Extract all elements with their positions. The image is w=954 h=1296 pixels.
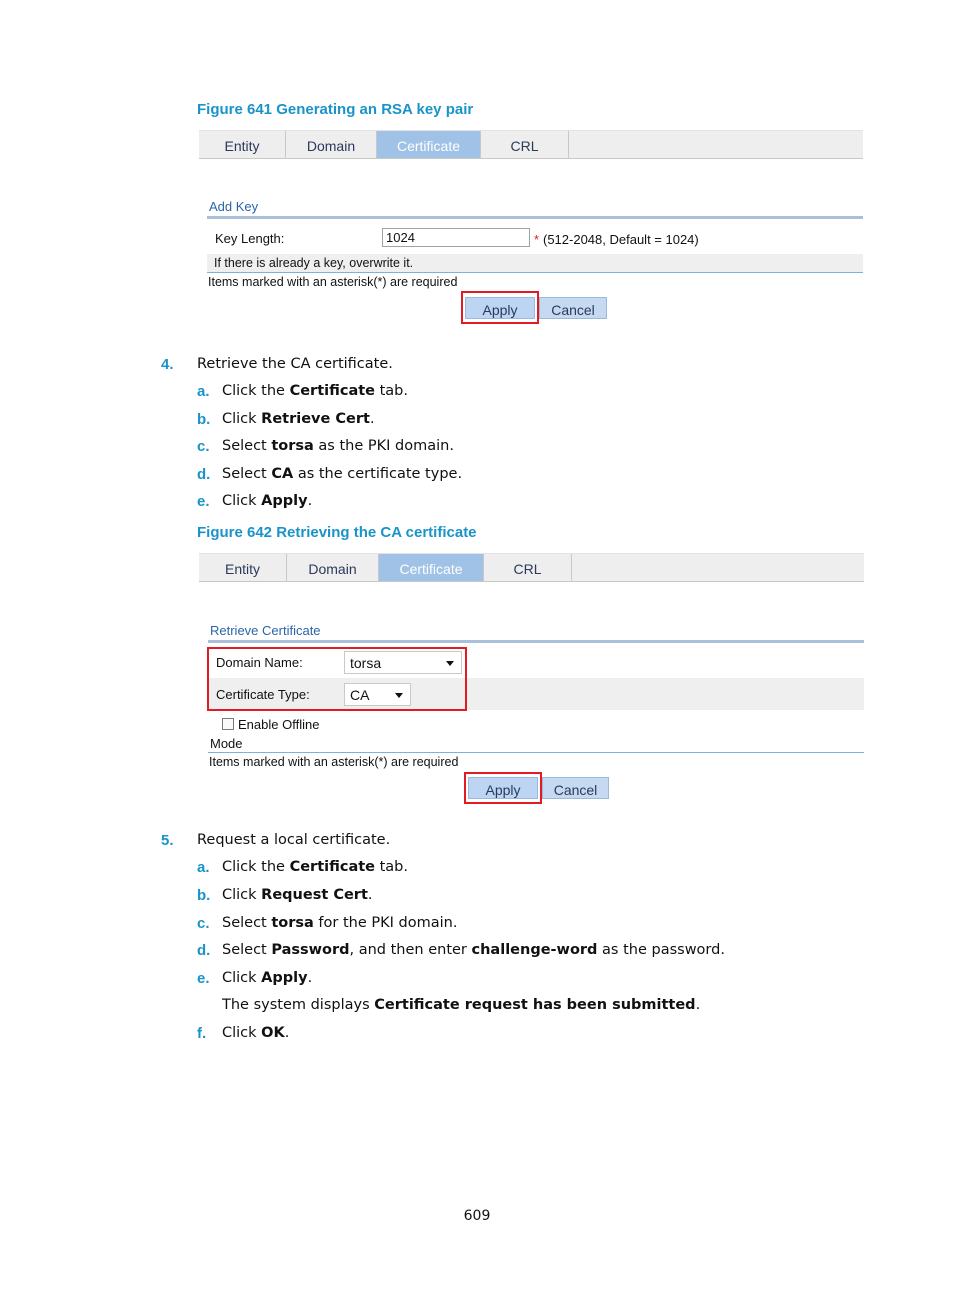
section-divider (208, 640, 864, 643)
step-5f-text: Click OK. (222, 1025, 290, 1041)
certificate-type-label: Certificate Type: (216, 687, 310, 702)
section-divider (207, 216, 863, 219)
step-5c-letter: c. (197, 915, 210, 932)
key-length-input[interactable]: 1024 (382, 228, 530, 247)
apply-button[interactable]: Apply (468, 777, 538, 799)
form-bottom-rule (208, 752, 864, 753)
step-5e-letter: e. (197, 970, 210, 987)
step-4-text: Retrieve the CA certificate. (197, 356, 393, 372)
retrieve-certificate-title: Retrieve Certificate (210, 623, 321, 638)
required-note: Items marked with an asterisk(*) are required (208, 275, 458, 289)
page-number: 609 (463, 1208, 491, 1224)
figure-642-caption: Figure 642 Retrieving the CA certificate (197, 524, 477, 541)
apply-highlight (461, 291, 539, 324)
domain-and-type-highlight (207, 647, 467, 711)
step-5d-text: Select Password, and then enter challenge-word as the password. (222, 942, 725, 958)
tab-entity[interactable]: Entity (199, 131, 286, 158)
overwrite-note: If there is already a key, overwrite it. (214, 256, 414, 270)
tab-domain[interactable]: Domain (287, 554, 379, 581)
step-5c-text: Select torsa for the PKI domain. (222, 915, 458, 931)
step-4b-letter: b. (197, 411, 211, 428)
apply-highlight (464, 772, 542, 804)
tab-entity[interactable]: Entity (199, 554, 287, 581)
required-note: Items marked with an asterisk(*) are required (209, 755, 459, 769)
step-4e-letter: e. (197, 493, 210, 510)
cancel-button[interactable]: Cancel (542, 777, 609, 799)
step-5b-text: Click Request Cert. (222, 887, 373, 903)
step-4e-text: Click Apply. (222, 493, 313, 509)
domain-name-value: torsa (350, 655, 382, 671)
tab-bar (199, 130, 863, 159)
enable-offline-checkbox[interactable] (222, 718, 234, 730)
enable-offline-label-mode: Mode (210, 736, 243, 751)
tab-crl[interactable]: CRL (481, 131, 569, 158)
tab-domain[interactable]: Domain (286, 131, 377, 158)
add-key-title: Add Key (209, 199, 259, 214)
step-4c-letter: c. (197, 438, 210, 455)
key-length-label: Key Length: (215, 231, 285, 246)
tab-crl[interactable]: CRL (484, 554, 572, 581)
step-5e-note: The system displays Certificate request has been submitted. (222, 997, 701, 1013)
step-4c-text: Select torsa as the PKI domain. (222, 438, 454, 454)
domain-name-label: Domain Name: (216, 655, 303, 670)
tab-bar-2 (199, 553, 864, 582)
required-star: * (534, 232, 540, 247)
step-4a-text: Click the Certificate tab. (222, 383, 408, 399)
step-5e-text: Click Apply. (222, 970, 313, 986)
step-5b-letter: b. (197, 887, 211, 904)
step-5-number: 5. (161, 832, 174, 849)
step-5d-letter: d. (197, 942, 211, 959)
step-5-text: Request a local certificate. (197, 832, 391, 848)
enable-offline-label: Enable Offline (238, 717, 320, 732)
step-4a-letter: a. (197, 383, 210, 400)
tab-certificate[interactable]: Certificate (379, 554, 484, 581)
form-bottom-rule (207, 272, 863, 273)
step-5a-letter: a. (197, 859, 210, 876)
step-5a-text: Click the Certificate tab. (222, 859, 408, 875)
key-length-range-hint: (512-2048, Default = 1024) (543, 232, 699, 247)
figure-641-caption: Figure 641 Generating an RSA key pair (197, 101, 474, 118)
cancel-button[interactable]: Cancel (539, 297, 607, 319)
tab-certificate[interactable]: Certificate (377, 131, 481, 158)
apply-button[interactable]: Apply (465, 297, 535, 319)
certificate-type-value: CA (350, 687, 370, 703)
step-4d-letter: d. (197, 466, 211, 483)
step-4-number: 4. (161, 356, 174, 373)
step-5f-letter: f. (197, 1025, 207, 1042)
step-4b-text: Click Retrieve Cert. (222, 411, 375, 427)
step-4d-text: Select CA as the certificate type. (222, 466, 463, 482)
